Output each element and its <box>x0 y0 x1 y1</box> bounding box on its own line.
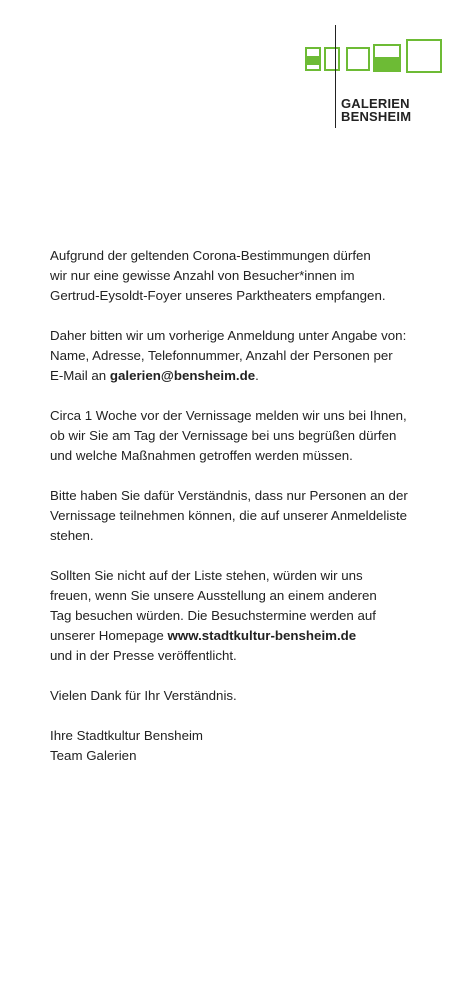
paragraph-notification <box>50 406 450 466</box>
homepage-link[interactable]: www.stadtkultur-bensheim.de <box>167 628 357 643</box>
paragraph-registration <box>50 326 450 386</box>
paragraph-alternative-visit <box>50 566 450 666</box>
text-line <box>50 366 450 386</box>
text-line <box>50 626 450 646</box>
text-line: Circa 1 Woche vor der Vernissage melden wir uns bei Ihnen, <box>50 408 407 423</box>
text-line: Sollten Sie nicht auf der Liste stehen, würden wir uns <box>50 568 363 583</box>
logo-brand-line1: GALERIEN <box>341 96 410 111</box>
galerien-bensheim-logo <box>290 25 450 130</box>
text-line: Name, Adresse, Telefonnummer, Anzahl der Personen per <box>50 348 393 363</box>
text-line: freuen, wenn Sie unsere Ausstellung an einem anderen <box>50 588 377 603</box>
text-line: Daher bitten wir um vorherige Anmeldung unter Angabe von: <box>50 328 407 343</box>
text-line: Bitte haben Sie dafür Verständnis, dass nur Personen an der <box>50 488 408 503</box>
text-line: wir nur eine gewisse Anzahl von Besucher*innen im <box>50 268 355 283</box>
text-span: E-Mail an <box>50 368 110 383</box>
text-line: stehen. <box>50 528 94 543</box>
paragraph-understanding <box>50 486 450 546</box>
signature-line: Team Galerien <box>50 748 137 763</box>
paragraph-thanks <box>50 686 450 706</box>
text-line: Tag besuchen würden. Die Besuchstermine werden auf <box>50 608 376 623</box>
text-span: unserer Homepage <box>50 628 168 643</box>
letter-body <box>50 246 450 766</box>
signature <box>50 726 450 766</box>
signature-line: Ihre Stadtkultur Bensheim <box>50 728 203 743</box>
text-line: Vernissage teilnehmen können, die auf unserer Anmeldeliste <box>50 508 408 523</box>
text-line: und welche Maßnahmen getroffen werden müssen. <box>50 448 353 463</box>
email-link[interactable]: galerien@bensheim.de <box>109 368 256 383</box>
text-line: ob wir Sie am Tag der Vernissage bei uns begrüßen dürfen <box>50 428 397 443</box>
paragraph-capacity <box>50 246 450 306</box>
text-line: und in der Presse veröffentlicht. <box>50 648 237 663</box>
text-line: Gertrud-Eysoldt-Foyer unseres Parktheaters empfangen. <box>50 288 386 303</box>
text-line: Aufgrund der geltenden Corona-Bestimmungen dürfen <box>50 248 371 263</box>
logo-wordmark <box>341 97 411 123</box>
logo-divider-line <box>335 25 336 128</box>
text-line: Vielen Dank für Ihr Verständnis. <box>50 688 237 703</box>
logo-brand-line2: BENSHEIM <box>341 109 412 124</box>
text-span: . <box>255 368 259 383</box>
logo-squares-icon <box>290 25 450 85</box>
